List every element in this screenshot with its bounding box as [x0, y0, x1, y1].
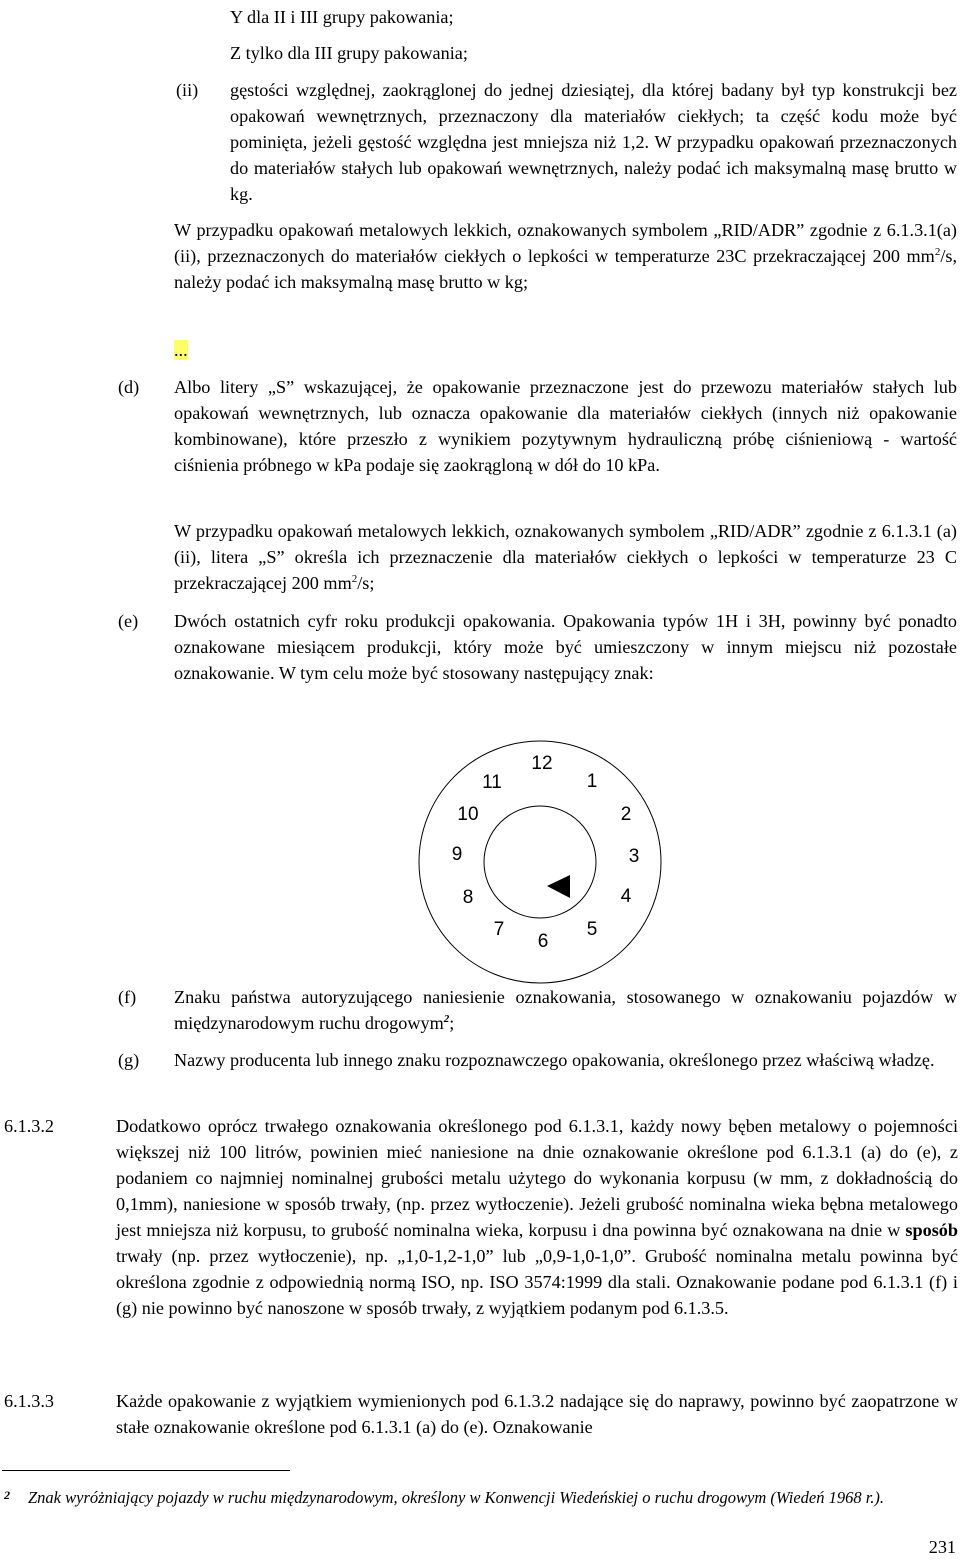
ellipsis: [174, 337, 188, 363]
dial-number-10: 10: [457, 804, 479, 825]
note-ii-text-end: /s, należy podać ich maksymalną masę brutto w kg;: [174, 246, 957, 292]
superscript: 2: [351, 572, 358, 585]
section-6133-text: Każde opakowanie z wyjątkiem wymienionych pod 6.1.3.2 nadające się do naprawy, powinno być zaopatrzone w stałe oznakowanie określone pod 6.1.3.1 (a) do (e). Oznakowanie: [116, 1391, 958, 1437]
dial-number-8: 8: [462, 887, 474, 908]
y-group-line: Y dla II i III grupy pakowania;: [230, 7, 454, 27]
item-g-text: Nazwy producenta lub innego znaku rozpoznawczego opakowania, określonego przez właściwą władzę.: [174, 1050, 935, 1070]
item-f-paragraph: [174, 984, 957, 1036]
note-ii-paragraph: [174, 217, 957, 295]
section-6132-text-start: Dodatkowo oprócz trwałego oznakowania określonego pod 6.1.3.1, każdy nowy bęben metalowy o pojemności większej niż 100 litrów, powinien mieć naniesione na dnie oznakowanie określone pod 6.1.3.1 (a) do (e), z podaniem co najmniej nominalnej grubości metalu użytego do wykonania korpusu (w mm, z dokładnością do 0,1mm), naniesione w sposób trwały, (np. przez wytłoczenie). Jeżeli grubość nominalna wieka bębna metalowego jest mniejsza niż korpusu, to grubość nominalna wieka, korpusu i dna powinna być oznakowana na dnie w: [116, 1116, 958, 1240]
note-ii-text: W przypadku opakowań metalowych lekkich, oznakowanych symbolem „RID/ADR” zgodnie z 6.1.3.1(a) (ii), przeznaczonych do materiałów ciekłych o lepkości w temperaturze 23C przekraczającej 200 mm: [174, 220, 957, 266]
footnote-separator: [2, 1470, 290, 1471]
triangle-pointer-icon: [547, 875, 570, 898]
note-d-paragraph: [174, 518, 957, 596]
item-e-label: (e): [118, 611, 139, 631]
footnote-marker: 2: [4, 1488, 10, 1502]
dial-number-3: 3: [628, 846, 640, 867]
dial-number-5: 5: [586, 919, 598, 940]
item-d-label: (d): [118, 377, 140, 397]
item-g-label: (g): [118, 1050, 140, 1070]
dial-inner-circle: [484, 806, 596, 918]
note-d-text-end: /s;: [357, 573, 375, 593]
dial-number-6: 6: [537, 931, 549, 952]
section-6132-text: [116, 1113, 958, 1321]
section-number-6132: 6.1.3.2: [4, 1116, 55, 1136]
section-number-6133: 6.1.3.3: [4, 1391, 55, 1411]
item-f-text-end: ;: [449, 1013, 455, 1033]
dial-number-7: 7: [493, 919, 505, 940]
dial-number-11: 11: [482, 772, 502, 793]
footnote-ref: 2: [443, 1012, 450, 1025]
superscript: 2: [934, 245, 941, 258]
item-ii-label: (ii): [176, 80, 199, 100]
footnote-text: Znak wyróżniający pojazdy w ruchu międzynarodowym, określony w Konwencji Wiedeńskiej o ruchu drogowym (Wiedeń 1968 r.).: [28, 1488, 885, 1507]
page-number: 231: [928, 1537, 956, 1557]
item-e-text: Dwóch ostatnich cyfr roku produkcji opakowania. Opakowania typów 1H i 3H, powinny być ponadto oznakowane miesiącem produkcji, który może być umieszczony w innym miejscu niż pozostałe oznakowanie. W tym celu może być stosowany następujący znak:: [174, 611, 957, 683]
highlighted-ellipsis: ...: [174, 340, 188, 360]
dial-number-1: 1: [586, 771, 598, 792]
section-6132-text-end: trwały (np. przez wytłoczenie), np. „1,0-1,2-1,0” lub „0,9-1,0-1,0”. Grubość nominalna metalu powinna być określona zgodnie z odpowiednią normą ISO, np. ISO 3574:1999 dla stali. Oznakowanie podane pod 6.1.3.1 (f) i (g) nie powinno być nanoszone w sposób trwały, z wyjątkiem podanym pod 6.1.3.5.: [116, 1246, 958, 1318]
dial-number-4: 4: [620, 886, 632, 907]
bold-word: sposób: [905, 1220, 958, 1240]
dial-number-9: 9: [451, 844, 463, 865]
item-ii-text: gęstości względnej, zaokrąglonej do jednej dziesiątej, dla której badany był typ konstrukcji bez opakowań wewnętrznych, przeznaczony dla materiałów ciekłych; ta część kodu może być pominięta, jeżeli gęstość względna jest mniejsza niż 1,2. W przypadku opakowań przeznaczonych do materiałów stałych lub opakowań wewnętrznych, należy podać ich maksymalną masę brutto w kg.: [230, 80, 957, 204]
month-dial: [418, 740, 662, 984]
item-f-label: (f): [118, 987, 137, 1007]
dial-number-2: 2: [620, 804, 632, 825]
note-d-text: W przypadku opakowań metalowych lekkich, oznakowanych symbolem „RID/ADR” zgodnie z 6.1.3.1 (a) (ii), litera „S” określa ich przeznaczenie dla materiałów ciekłych o lepkości w temperaturze 23 C przekraczającej 200 mm: [174, 521, 957, 593]
dial-number-12: 12: [531, 753, 553, 774]
item-f-text: Znaku państwa autoryzującego naniesienie oznakowania, stosowanego w oznakowaniu pojazdów w międzynarodowym ruchu drogowym: [174, 987, 957, 1033]
item-d-text: Albo litery „S” wskazującej, że opakowanie przeznaczone jest do przewozu materiałów stałych lub opakowań wewnętrznych, lub oznacza opakowanie dla materiałów ciekłych (innych niż opakowanie kombinowane), które przeszło z wynikiem pozytywnym hydrauliczną próbę ciśnieniową - wartość ciśnienia próbnego w kPa podaje się zaokrągloną w dół do 10 kPa.: [174, 377, 957, 475]
z-group-line: Z tylko dla III grupy pakowania;: [230, 43, 468, 63]
